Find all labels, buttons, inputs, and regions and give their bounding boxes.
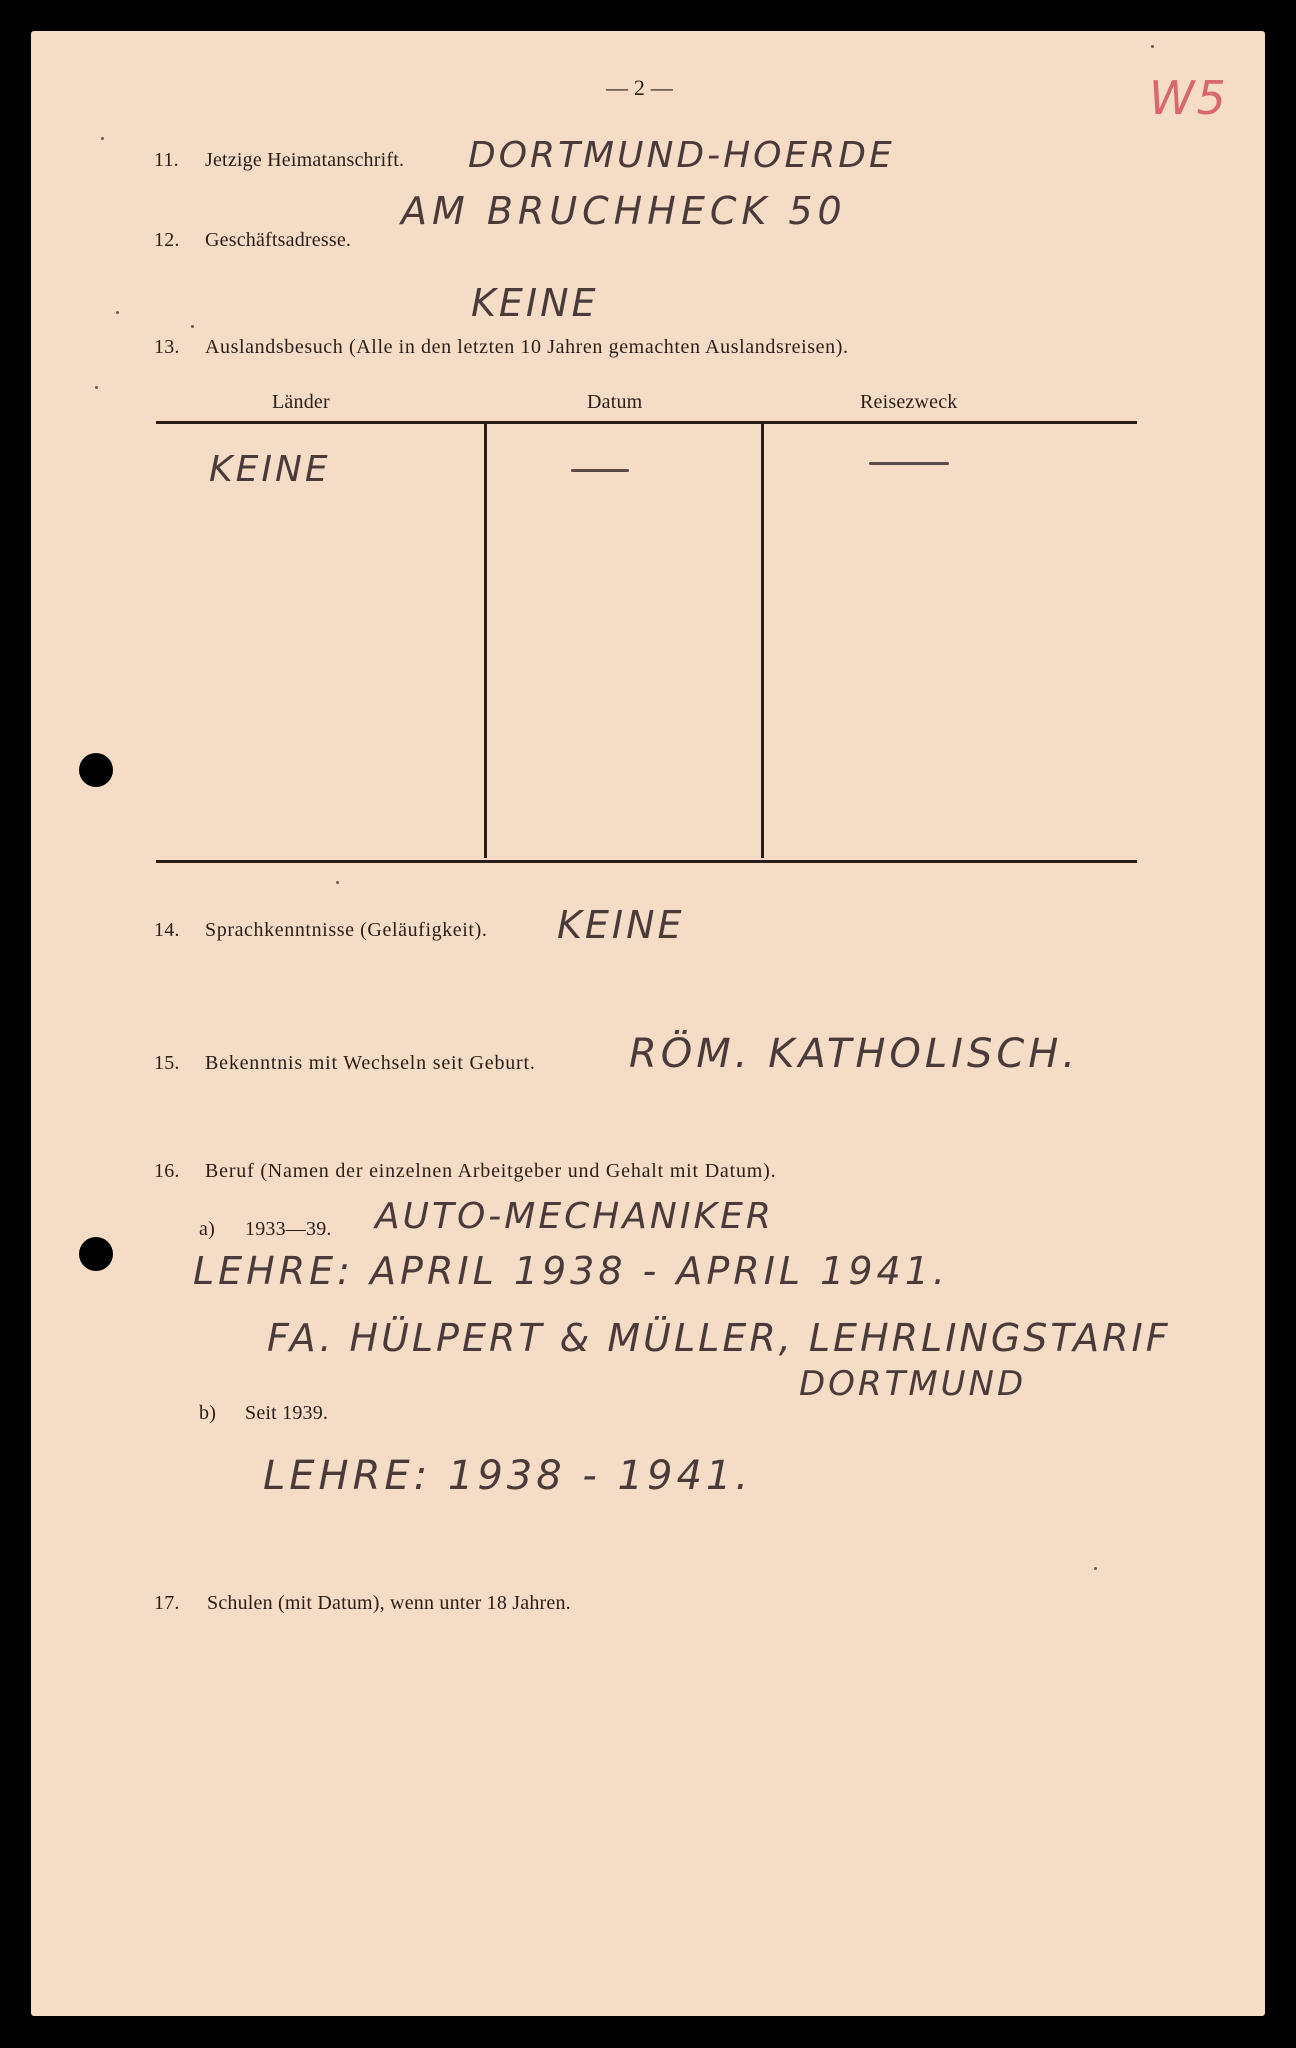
item-11-answer: DORTMUND-HOERDE bbox=[468, 135, 895, 176]
corner-mark: W5 bbox=[1149, 71, 1228, 125]
paper-speck bbox=[336, 881, 339, 884]
item-16a-marker: a) bbox=[199, 1218, 215, 1240]
paper-speck bbox=[191, 325, 194, 328]
item-12-label: Geschäftsadresse. bbox=[205, 229, 352, 251]
item-17-label: Schulen (mit Datum), wenn unter 18 Jahren. bbox=[207, 1592, 571, 1614]
item-16-number: 16. bbox=[154, 1160, 180, 1182]
paper-speck bbox=[116, 311, 119, 314]
item-16a-answer: AUTO-MECHANIKER bbox=[375, 1196, 774, 1237]
item-13-number: 13. bbox=[154, 336, 180, 358]
paper-speck bbox=[95, 386, 98, 389]
table-top-rule bbox=[156, 421, 1137, 424]
punch-hole-upper bbox=[79, 753, 113, 787]
item-16a-line4: DORTMUND bbox=[799, 1364, 1027, 1404]
item-16a-line2: LEHRE: APRIL 1938 - APRIL 1941. bbox=[193, 1249, 949, 1293]
table-column-divider-2 bbox=[761, 423, 764, 858]
paper-speck bbox=[1151, 45, 1154, 48]
table-cell-datum-dash bbox=[571, 469, 629, 472]
punch-hole-lower bbox=[79, 1237, 113, 1271]
table-header-laender: Länder bbox=[272, 391, 330, 413]
table-header-datum: Datum bbox=[587, 391, 643, 413]
item-17-number: 17. bbox=[154, 1592, 180, 1614]
item-16b-line2: LEHRE: 1938 - 1941. bbox=[263, 1453, 753, 1499]
item-14-answer: KEINE bbox=[557, 903, 685, 947]
item-16-label: Beruf (Namen der einzelnen Arbeitgeber und Gehalt mit Datum). bbox=[205, 1160, 777, 1182]
item-12-number: 12. bbox=[154, 229, 180, 251]
item-16b-marker: b) bbox=[199, 1402, 217, 1424]
item-11-number: 11. bbox=[154, 149, 179, 171]
table-bottom-rule bbox=[156, 860, 1137, 863]
item-11-label: Jetzige Heimatanschrift. bbox=[205, 149, 405, 171]
paper-speck bbox=[101, 137, 104, 140]
item-16a-label: 1933—39. bbox=[245, 1218, 332, 1240]
item-15-label: Bekenntnis mit Wechseln seit Geburt. bbox=[205, 1052, 536, 1074]
table-cell-laender: KEINE bbox=[209, 449, 331, 490]
item-14-label: Sprachkenntnisse (Geläufigkeit). bbox=[205, 919, 488, 941]
item-14-number: 14. bbox=[154, 919, 180, 941]
page-number: — 2 — bbox=[606, 75, 673, 100]
item-15-number: 15. bbox=[154, 1052, 180, 1074]
table-cell-reisezweck-dash bbox=[869, 462, 949, 465]
table-header-reisezweck: Reisezweck bbox=[860, 391, 958, 413]
paper-speck bbox=[1094, 1567, 1097, 1570]
item-12-answer: KEINE bbox=[471, 281, 599, 325]
item-16a-line3: FA. HÜLPERT & MÜLLER, LEHRLINGSTARIF bbox=[267, 1316, 1171, 1360]
item-11-answer-line2: AM BRUCHHECK 50 bbox=[401, 189, 847, 233]
form-page bbox=[31, 31, 1265, 2016]
table-column-divider-1 bbox=[484, 423, 487, 858]
item-13-label: Auslandsbesuch (Alle in den letzten 10 Jahren gemachten Auslandsreisen). bbox=[205, 336, 849, 358]
item-16b-label: Seit 1939. bbox=[245, 1402, 329, 1424]
item-15-answer: RÖM. KATHOLISCH. bbox=[629, 1031, 1080, 1077]
